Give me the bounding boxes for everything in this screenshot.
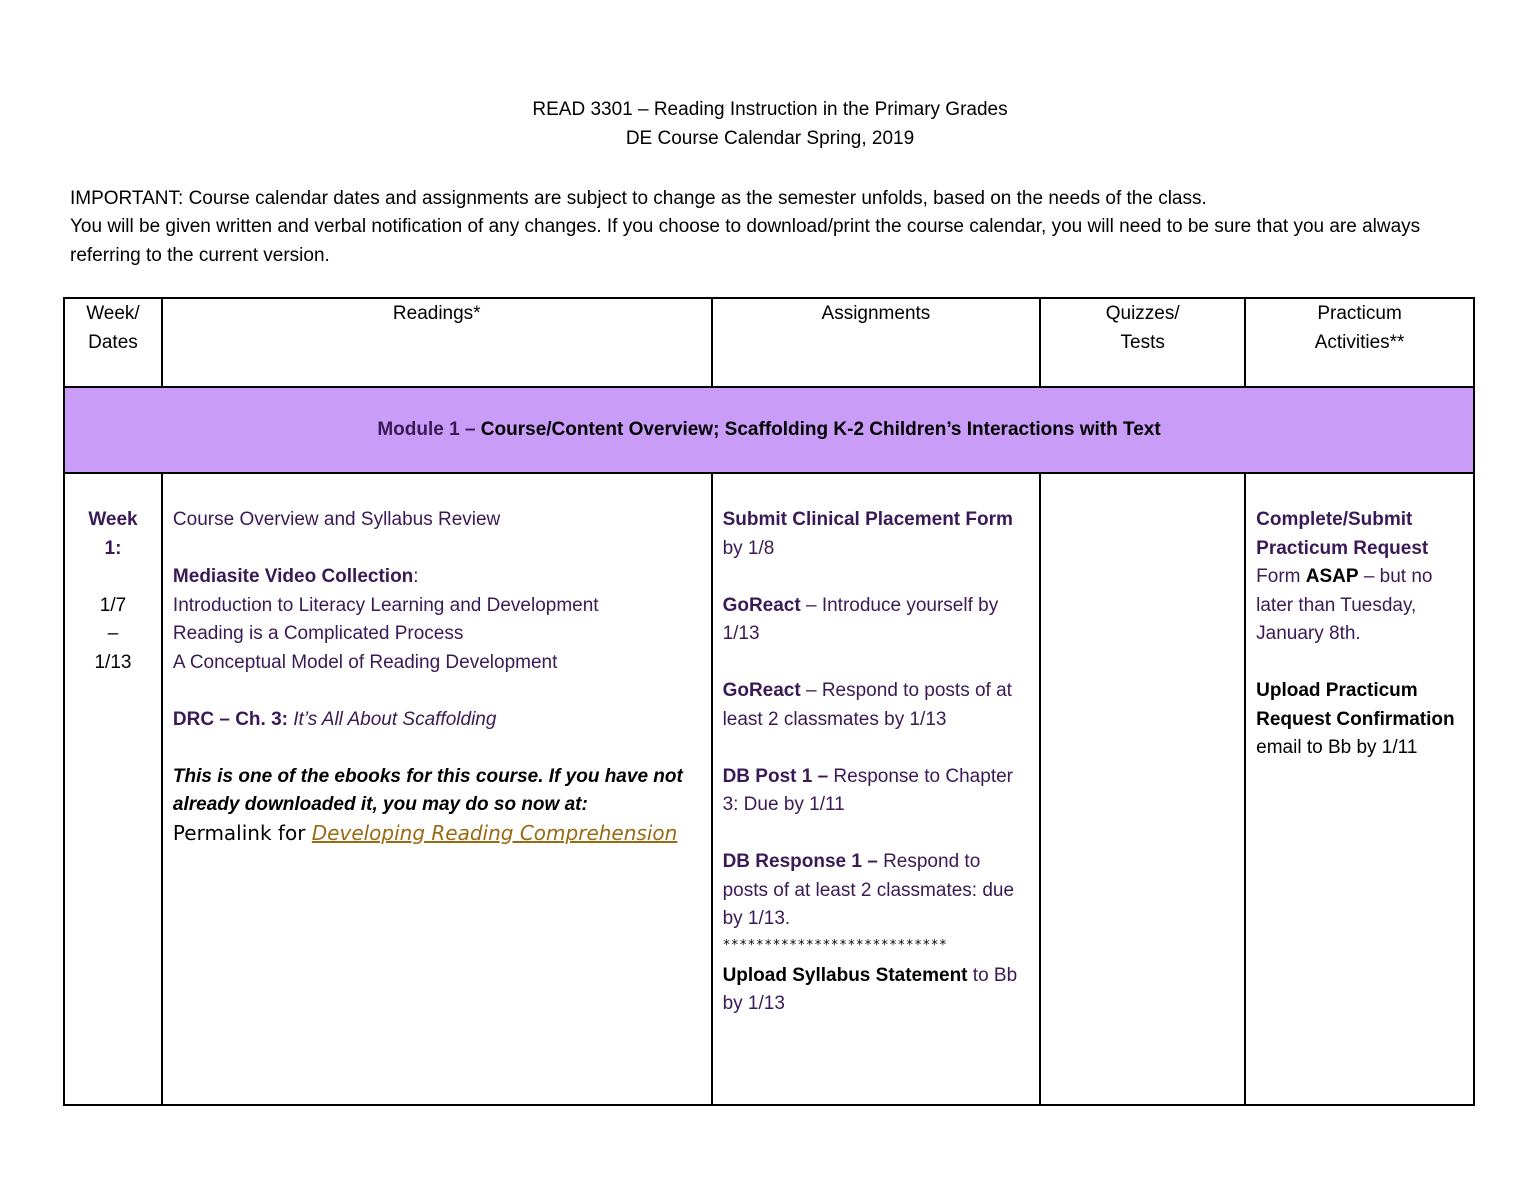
header-practicum: Practicum Activities**: [1245, 298, 1474, 387]
header-week-dates: Week/ Dates: [64, 298, 162, 387]
video-item: A Conceptual Model of Reading Development: [172, 651, 558, 673]
header-row: [64, 298, 1474, 387]
week-label: Week 1:: [88, 509, 138, 559]
assignment-title: Submit Clinical Placement Form: [722, 509, 1013, 530]
video-item: Introduction to Literacy Learning and Development: [172, 594, 599, 616]
practicum-cell: [1245, 473, 1474, 1105]
practicum-title: Upload Practicum Request Confirmation: [1256, 680, 1455, 730]
course-calendar-table: [63, 297, 1475, 1106]
assignment-item: [723, 592, 1030, 649]
permalink-label: Permalink for: [172, 820, 312, 845]
practicum-detail: – but no later than Tuesday, January 8th.: [1256, 566, 1433, 644]
separator-stars: ***************************: [722, 937, 948, 953]
week-cell: [64, 473, 162, 1105]
practicum-item: [1256, 677, 1463, 763]
assignments-cell: [712, 473, 1041, 1105]
module-number: Module 1 –: [377, 418, 481, 440]
quizzes-cell: [1040, 473, 1245, 1105]
notification-notice: You will be given written and verbal notification of any changes. If you choose to download/print the course calendar, you will need to be sure that you are always referring to the current version.: [70, 216, 1421, 266]
practicum-form: Form: [1256, 566, 1306, 587]
assignment-item: [723, 677, 1030, 734]
calendar-subtitle: DE Course Calendar Spring, 2019: [625, 128, 915, 149]
video-item: Reading is a Complicated Process: [172, 623, 464, 644]
module-heading: [64, 387, 1474, 473]
assignment-detail: Respond to posts of at least 2 classmates: due by 1/13.: [722, 851, 1015, 929]
assignment-title: Upload Syllabus Statement: [722, 964, 968, 986]
assignment-title: GoReact: [722, 594, 801, 616]
practicum-item: [1256, 506, 1463, 649]
assignment-item: [723, 962, 1030, 1019]
week-row: [64, 473, 1474, 1105]
assignment-detail: by 1/8: [722, 537, 775, 559]
course-title: READ 3301 – Reading Instruction in the Primary Grades: [532, 99, 1008, 120]
practicum-asap: ASAP: [1305, 566, 1359, 587]
assignment-detail: – Respond to posts of at least 2 classmates by 1/13: [722, 680, 1012, 730]
drc-chapter-title: It’s All About Scaffolding: [293, 708, 497, 730]
colon: :: [413, 566, 419, 587]
reading-overview: Course Overview and Syllabus Review: [172, 509, 501, 530]
practicum-title: Complete/Submit Practicum Request: [1256, 509, 1429, 559]
practicum-detail: email to Bb by 1/11: [1256, 737, 1418, 758]
ebook-permalink[interactable]: Developing Reading Comprehension: [311, 820, 678, 845]
week-dash: –: [107, 623, 119, 644]
assignment-item: [723, 763, 1030, 820]
ebook-note: This is one of the ebooks for this course. If you have not already downloaded it, you may do so now at:: [172, 765, 683, 815]
important-notice: IMPORTANT: Course calendar dates and assignments are subject to change as the semester unfolds, based on the needs of the class.: [70, 188, 1207, 209]
assignment-item: [723, 506, 1030, 563]
header-assignments: Assignments: [712, 298, 1041, 387]
assignment-item: [723, 848, 1030, 934]
mediasite-label: Mediasite Video Collection: [172, 566, 414, 587]
assignment-title: DB Response 1 –: [722, 851, 878, 872]
assignment-detail: Response to Chapter 3: Due by 1/11: [722, 765, 1013, 815]
module-title: Course/Content Overview; Scaffolding K-2 Children’s Interactions with Text: [480, 418, 1161, 440]
assignment-title: DB Post 1 –: [722, 765, 829, 787]
header-readings: Readings*: [162, 298, 712, 387]
drc-chapter: DRC – Ch. 3:: [172, 708, 288, 730]
assignment-detail: to Bb by 1/13: [722, 964, 1018, 1014]
week-start: 1/7: [99, 594, 127, 616]
readings-cell: [162, 473, 712, 1105]
module-row: [64, 387, 1474, 473]
assignment-detail: – Introduce yourself by 1/13: [722, 594, 999, 644]
header-quizzes-tests: Quizzes/ Tests: [1040, 298, 1245, 387]
week-end: 1/13: [94, 651, 132, 673]
assignment-title: GoReact: [722, 680, 801, 701]
